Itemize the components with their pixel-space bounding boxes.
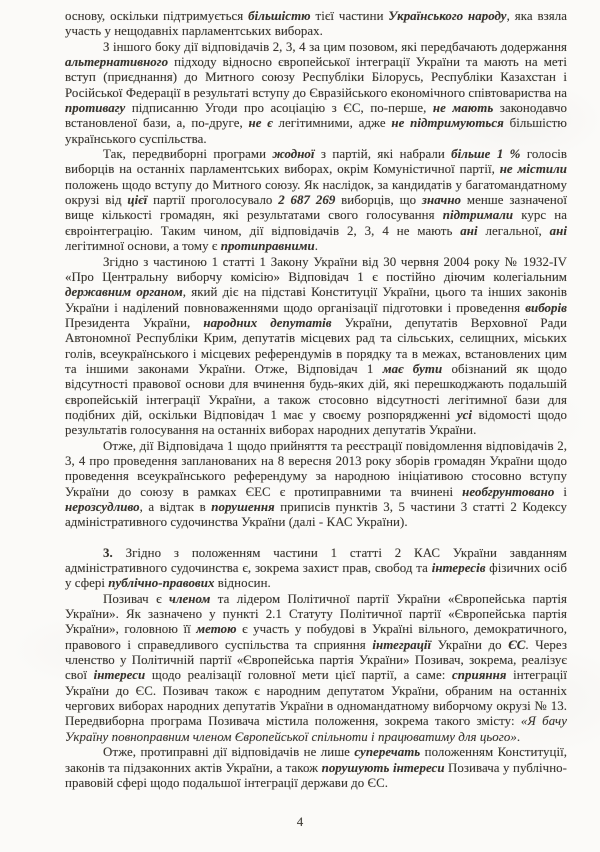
text-segment: підписанню Угоди про асоціацію з ЄС, по-перше,: [125, 101, 433, 116]
text-segment: більшістю українського суспільства.: [65, 116, 567, 146]
text-segment: більшістю: [248, 9, 311, 23]
text-segment: щодо реалізації головної мети цієї партії, а саме:: [145, 668, 452, 683]
text-segment: , який діє на підставі Конституції України, цього та інших законів України і наділений повноваженнями щодо організації підготовки і проведення: [65, 285, 567, 315]
text-segment: голосів виборців на останніх парламентських виборах, окрім Комуністичної партії,: [65, 147, 568, 177]
text-segment: .: [516, 729, 521, 744]
text-segment: З іншого боку дії відповідачів 2, 3, 4 за цим позовом, які передбачають додержання: [103, 39, 567, 54]
text-segment: та лідером Політичної партії України «Європейська партія України». Як зазначено у пункті 2.1 Статуту Політичної партії «Європейська партія України», головною її: [65, 591, 567, 637]
paragraph: [65, 439, 567, 531]
paragraph: [65, 40, 567, 147]
text-segment: України, депутатів Верховної Ради Автономної Республіки Крим, депутатів місцевих рад та сільських, селищних, міських голів, всеукраїнського і місцевих референдумів в порядку та в межах, встановлених цим та іншими законами України. Отже, Відповідач 1: [65, 315, 567, 376]
text-segment: Згідно з частиною 1 статті 1 Закону України від 30 червня 2004 року № 1932-IV «Про Центральну виборчу комісію» Відповідач 1 є постійно діючим колегіальним: [65, 254, 567, 284]
text-segment: не підтримуються: [391, 116, 504, 131]
page-number: 4: [296, 814, 304, 829]
text-segment: , а відтак в: [139, 500, 212, 514]
text-segment: 3.: [103, 545, 113, 560]
document-body: [65, 9, 567, 791]
text-segment: відомості щодо результатів голосування на останніх виборах народних депутатів України.: [65, 407, 567, 438]
text-segment: Президента України,: [65, 315, 204, 330]
paragraph: [65, 546, 567, 592]
paragraph: [65, 745, 567, 791]
text-segment: підходу відносно європейської інтеграції України та мають на меті вступ (приєднання) до Митного союзу Республіки Білорусь, Республіки Казахстан і Російської Федерації в результаті вступу до Євразійського економічного співтовариства на: [65, 55, 567, 100]
text-segment: сприяння: [452, 668, 507, 683]
text-segment: усі: [456, 407, 473, 422]
text-segment: приписів пунктів 3, 5 частини 3 статті 2 Кодексу адміністративного судочинства України (далі - КАС України).: [65, 500, 567, 530]
text-segment: інтеграції: [372, 637, 432, 652]
text-segment: інтересів: [431, 561, 486, 576]
text-segment: порушення: [211, 500, 275, 514]
text-segment: Українського народу: [388, 9, 507, 23]
text-segment: ЄС: [508, 637, 526, 652]
text-segment: протиправними: [220, 239, 315, 254]
text-segment: значно: [421, 193, 462, 208]
text-segment: має бути: [382, 361, 443, 376]
text-segment: Згідно з положенням частини 1 статті 2 КАС України завданням адміністративного судочинства є, зокрема захист прав, свобод та: [65, 545, 567, 576]
text-segment: цієї: [127, 193, 148, 208]
text-segment: суперечать: [354, 745, 421, 760]
text-segment: законодавчо встановленої бази, а, по-друге,: [65, 101, 568, 131]
text-segment: легальної,: [477, 223, 550, 238]
text-segment: порушують інтереси: [321, 760, 445, 775]
text-segment: «Я бачу Україну повноправним членом Європейської спільноти і працюватиму для цього»: [65, 714, 568, 744]
text-segment: Отже, протиправні дії відповідачів не лише: [103, 745, 355, 760]
text-segment: народних депутатів: [203, 315, 332, 330]
text-segment: курс на євроінтеграцію. Таким чином, дії відповідачів 2, 3, 4 не мають: [65, 208, 567, 238]
text-segment: виборів: [525, 300, 567, 315]
text-segment: менше зазначеної вище кількості громадян, які результатами свого голосування: [65, 193, 567, 223]
text-segment: є участь у побудові в Україні вільного, демократичного, правового і справедливого суспільства та сприяння: [65, 622, 567, 652]
text-segment: членом: [169, 591, 211, 606]
text-segment: необгрунтовано: [462, 484, 555, 499]
text-segment: основу, оскільки підтримується: [65, 9, 249, 23]
text-segment: положень щодо вступу до Митного союзу. Як наслідок, за кандидатів у багатомандатному окрузі від: [65, 177, 567, 208]
text-segment: Отже, дії Відповідача 1 щодо прийняття та реєстрації повідомлення відповідачів 2, 3, 4 про проведення запланованих на 8 вересня 2013 року зборів громадян України щодо проведення всеукраїнського референдуму за народною ініціативою стосовно вступу України до союзу в рамках ЄЕС є протиправними та вчинені: [65, 438, 567, 499]
paragraph: [65, 255, 567, 439]
text-segment: Позивача у публічно-правовій сфері щодо подальшої інтеграції держави до ЄС.: [65, 760, 567, 790]
text-segment: легітимними, адже: [272, 116, 392, 131]
paragraph: [65, 592, 567, 745]
paragraph: [65, 147, 567, 254]
text-segment: виборців, що: [335, 193, 422, 208]
text-segment: не є: [248, 116, 273, 131]
text-segment: противагу: [65, 101, 126, 116]
text-segment: .: [314, 239, 319, 254]
text-segment: фізичних осіб у сфері: [65, 561, 567, 591]
text-segment: нерозсудливо: [65, 500, 140, 514]
text-segment: положенням Конституції, законів та підзаконних актів України, а також: [65, 745, 567, 775]
text-segment: , яка взяла участь у нещодавніх парламентських виборах.: [65, 9, 567, 39]
text-segment: відносин.: [214, 576, 271, 591]
text-segment: інтеграції України до ЄС. Позивач також є народним депутатом України, обраним на останніх чергових виборах народних депутатів України в одномандатному виборчому окрузі № 13. Передвиборна програма Позивача містила положення, зокрема такого змісту:: [65, 668, 567, 729]
text-segment: легітимної основи, а тому є: [65, 239, 221, 254]
text-segment: публічно-правових: [108, 576, 215, 591]
text-segment: підтримали: [442, 208, 514, 223]
text-segment: тієї частини: [310, 9, 389, 23]
paragraph: [65, 9, 567, 40]
text-segment: жодної: [272, 147, 315, 162]
text-segment: з партій, які набрали: [314, 147, 452, 162]
text-segment: більше 1 %: [451, 147, 521, 162]
text-segment: обізнаний як щодо відсутності правової основи для вчинення будь-яких дій, які перешкоджають подальшій європейській інтеграції України, а також стосовно відсутності легітимної бази для подібних дій, оскільки Відповідач 1 має у своєму розпорядженні: [65, 361, 567, 422]
text-segment: альтернативного: [65, 55, 169, 70]
text-segment: ані: [460, 223, 478, 238]
text-segment: ані: [549, 223, 568, 238]
text-segment: України до: [431, 637, 509, 652]
text-segment: державним органом: [65, 285, 183, 300]
text-segment: партії проголосувало: [147, 193, 279, 208]
text-segment: 2 687 269: [278, 193, 336, 208]
text-segment: . Через членство у Політичній партії «Європейська партія України» Позивач, зокрема, реалізує свої: [65, 637, 567, 683]
text-segment: Позивач є: [103, 591, 170, 606]
text-segment: не містили: [499, 162, 567, 177]
text-segment: Так, передвиборні програми: [103, 147, 273, 162]
text-segment: інтереси: [93, 668, 146, 683]
text-segment: і: [554, 484, 567, 499]
text-segment: не мають: [432, 101, 494, 116]
text-segment: метою: [196, 622, 237, 637]
